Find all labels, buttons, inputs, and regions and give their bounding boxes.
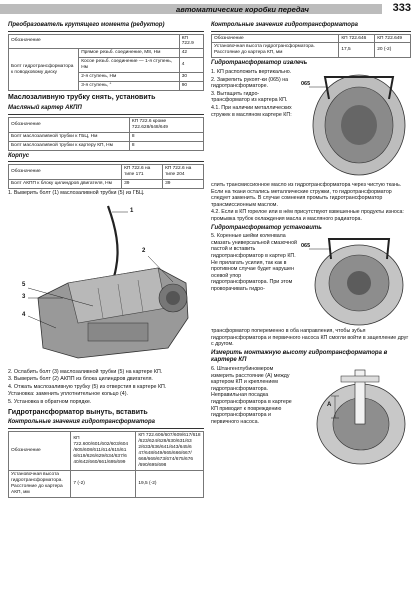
callout-4: 4 — [22, 311, 26, 318]
measure-title: Измерить монтажную высоту гидротрансформатора в картере КП — [211, 349, 388, 364]
table-cell: 30 — [179, 73, 203, 82]
step-1: 1. Выверить болт (1) маслозаливной трубки (5) из ГБЦ. — [8, 190, 145, 197]
measure-step: 6. Штангенглубиномером измерить расстояние (А) между картером КП и креплением гидротрансформатора. Неправильная посадка гидротрансформатора в картере КП приводит к повреждению гидротрансформатора и первичного насоса. — [211, 365, 292, 425]
table-cell: 39 — [163, 180, 204, 189]
table-header: КП 722.649 — [375, 34, 411, 43]
install-block — [211, 233, 411, 327]
housing-table — [8, 164, 204, 189]
extract-step: 2. Закрепить рукоят-ки (065) на гидротрансформаторе. — [211, 76, 289, 90]
table-cell: 8 — [129, 141, 203, 150]
table-header: Обозначение — [9, 165, 122, 180]
page-number: 333 — [392, 2, 411, 14]
table-cell: Прямое резьб. соединение, M8, Нм — [79, 49, 180, 58]
extract-step: 1. КП расположить вертикально. — [211, 68, 292, 75]
callout-2: 2 — [142, 247, 146, 254]
table-header: КП 722.6 на типе 204 — [163, 165, 204, 180]
table-header: КП 722.606/607/609/617/618 /623/624/628/630/631/63 2/633/636/641/643/645/6 47/648/649/665/666/667/ 668/669/673/674/675/676 /690/695/698 — [136, 431, 204, 470]
table-header: Обозначение — [9, 34, 180, 49]
control-values-title-right: Контрольные значения гидротрансформатора — [211, 22, 411, 32]
extract-steps — [211, 69, 297, 118]
torque-table — [8, 34, 204, 92]
oil-tube-title: Маслозаливную трубку снять, установить — [8, 94, 156, 102]
step-3: 3. Выверить болт (2) АКПП из блока цилиндров двигателя. — [8, 376, 153, 383]
header-title: автоматические коробки передач — [176, 5, 309, 14]
right-column — [211, 20, 411, 466]
measure-block — [211, 366, 411, 466]
table-cell: Болт АКПП к блоку цилиндров двигателя, Нм — [9, 180, 122, 189]
step-2: 2. Ослабить болт (3) маслозаливной трубки (5) на картере КП. — [8, 368, 163, 375]
figure-label-065: 065 — [301, 80, 311, 87]
callout-1: 1 — [130, 207, 134, 214]
control-table — [8, 431, 204, 498]
control-values-title: Контрольные значения гидротрансформатора — [8, 419, 204, 429]
extract-step: 3. Вытащить гидро-трансформатор из картера КП. — [211, 90, 288, 104]
table-cell: 2-я ступень, Нм — [79, 73, 180, 82]
oil-pan-table — [8, 117, 204, 151]
table-cell: Установочная высота гидротрансформатора. Расстояние до картера КП, мм — [212, 43, 339, 58]
table-cell: 90 — [179, 82, 203, 91]
table-header: КП 722.600/601/602/603/604 /605/608/611/614/615/61 6/619/626/629/634/637/6 40/642/660/661/695/699 — [71, 431, 136, 470]
figure-label-065-b: 065 — [301, 243, 311, 250]
housing-title: Корпус — [8, 153, 204, 163]
paragraph-4-1: слить трансмиссионное масло из гидротрансформатора через чистую ткань. Если на ткани остались металлические стружки, то гидротрансформатор следует заменить. В случае сомнения промыть гидротрансформатор трансмиссионным маслом. — [211, 181, 402, 208]
table-cell: 4 — [179, 58, 203, 73]
callout-5: 5 — [22, 281, 26, 288]
figure-label-a: A — [327, 401, 332, 408]
table-header: КП 722.6 на типе 171 — [122, 165, 163, 180]
table-cell: Болт маслозаливной трубки к картеру КП, Нм — [9, 141, 130, 150]
table-header: Обозначение — [212, 34, 339, 43]
measure-steps — [211, 366, 297, 425]
paragraph-4-2: 4.2. Если в КП горелое или в нём присутствуют взвешенные продукты износа: промывка трубок охлаждения масла и масляного радиатора. — [211, 209, 404, 222]
extract-block — [211, 69, 411, 181]
table-cell: Болт маслозаливной трубки к ГБЦ, Нм — [9, 132, 130, 141]
install-step: 5. Коренные шейки коленвала смазать универсальной смазочной пастой и вставить гидротрансформатор в картер КП. Не прилагать усилия, так как в противном случае будет нарушен осевой упор гидротрансформатора. При этом проворачивать гидро- — [211, 233, 297, 292]
table-cell: 7 (-2) — [71, 470, 136, 497]
extract-step: 4.1. При наличии металлических стружек в масляном картере КП: — [211, 105, 292, 118]
control-table-right — [211, 34, 411, 59]
callout-3: 3 — [22, 293, 26, 300]
table-cell: Болт гидротрансформатора к поводковому диску — [9, 49, 79, 91]
step-4b: Установка: заменить уплотнительное кольцо (4). — [8, 391, 128, 398]
left-column — [8, 20, 204, 498]
transmission-figure — [8, 198, 204, 368]
install-figure — [301, 233, 411, 327]
install-steps — [211, 233, 297, 292]
table-header: КП 722.6 кроме 722.628/648/649 — [129, 117, 203, 132]
step-5: 5. Установка в обратном порядке. — [8, 399, 92, 406]
table-cell: 3-я ступень, ° — [79, 82, 180, 91]
table-cell: 42 — [179, 49, 203, 58]
extract-figure — [301, 69, 411, 181]
measure-figure — [301, 366, 411, 466]
table-cell: 19,5 (-2) — [136, 470, 204, 497]
transmission-drawing — [8, 198, 204, 368]
table-header: Обозначение — [9, 117, 130, 132]
table-cell: 20 (-2) — [375, 43, 411, 58]
paragraph-5b: трансформатор попеременно в оба направления, чтобы зубья гидротрансформатора и первичного насоса КП смогли войти в зацепление друг с другом. — [211, 328, 409, 348]
page-header — [0, 0, 419, 17]
step-4: 4. Отжать маслозаливную трубку (5) из отверстия в картере КП. — [8, 383, 167, 390]
torque-section-title: Преобразователь крутящего момента (редуктор) — [8, 22, 204, 32]
table-cell: 8 — [129, 132, 203, 141]
table-header: КП 722.9 — [179, 34, 203, 49]
table-header: КП 722.646 — [339, 34, 375, 43]
table-cell: Установочная высота гидротрансформатора. Расстояние до картера АКП, мм — [9, 470, 71, 497]
table-cell: Косое резьб. соединение — 1-я ступень, Нм — [79, 58, 180, 73]
table-header: Обозначение — [9, 431, 71, 470]
table-cell: 39 — [122, 180, 163, 189]
install-title: Гидротрансформатор установить — [211, 224, 322, 231]
table-cell: 17,5 — [339, 43, 375, 58]
remove-title: Гидротрансформатор вынуть, вставить — [8, 408, 148, 416]
oil-pan-title: Масляный картер АКПП — [8, 105, 204, 115]
extract-title: Гидротрансформатор извлечь — [211, 60, 308, 67]
